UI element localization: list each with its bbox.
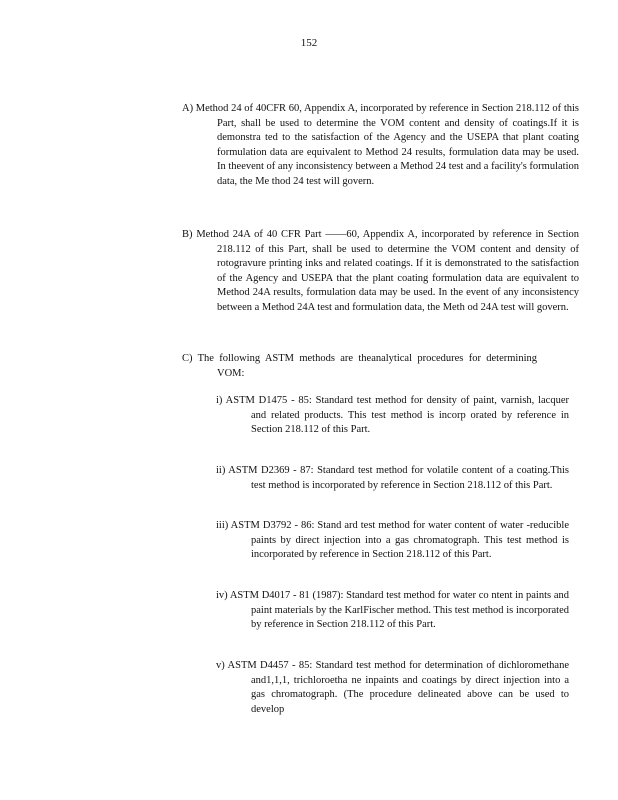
- subitem-v-astm-d4457: v) ASTM D4457 - 85: Standard test method for determination of dichloromethane and1,1,1, trichloroetha ne inpaints and coatings by direct injection into a gas chromatograph. (The procedure delineated above can be used to develop: [216, 660, 569, 715]
- subitem-iv-astm-d4017: iv) ASTM D4017 - 81 (1987): Standard test method for water co ntent in paints and paint materials by the KarlFischer method. This test method is incorporated by reference in Section 218.112 of this Part.: [216, 590, 569, 631]
- page-number: 152: [300, 37, 318, 49]
- subitem-iii-astm-d3792: iii) ASTM D3792 - 86: Stand ard test method for water content of water -reducible paints by direct injection into a gas chromatograph. This test method is incorporated by reference in Section 218.112 of this Part.: [216, 520, 569, 561]
- paragraph-a-method-24: A) Method 24 of 40CFR 60, Appendix A, incorporated by reference in Section 218.112 of this Part, shall be used to determine the VOM content and density of coatings.If it is demonstra ted to the satisfaction of the Agency and the USEPA that plant coating formulation data are equivalent to Method 24 results, formulation data may be used. In theevent of any inconsistency between a Method 24 test and a facility's formulation data, the Me thod 24 test will govern.: [182, 103, 579, 187]
- subitem-i-astm-d1475: i) ASTM D1475 - 85: Standard test method for density of paint, varnish, lacquer and related products. This test method is incorp orated by reference in Section 218.112 of this Part.: [216, 395, 569, 436]
- paragraph-b-method-24a: B) Method 24A of 40 CFR Part ——60, Appendix A, incorporated by reference in Section 218.112 of this Part, shall be used to determine the VOM content and density of rotogravure printing inks and related coatings. If it is demonstrated to the satisfaction of the Agency and USEPA that the plant coating formulation data are equivalent to Method 24A results, formulation data may be used. In the event of any inconsistency between a Method 24A test and formulation data, the Meth od 24A test will govern.: [182, 229, 579, 313]
- paragraph-c-astm-methods: C) The following ASTM methods are theanalytical procedures for determining VOM:: [182, 353, 537, 379]
- subitem-ii-astm-d2369: ii) ASTM D2369 - 87: Standard test method for volatile content of a coating.This test method is incorporated by reference in Section 218.112 of this Part.: [216, 465, 569, 491]
